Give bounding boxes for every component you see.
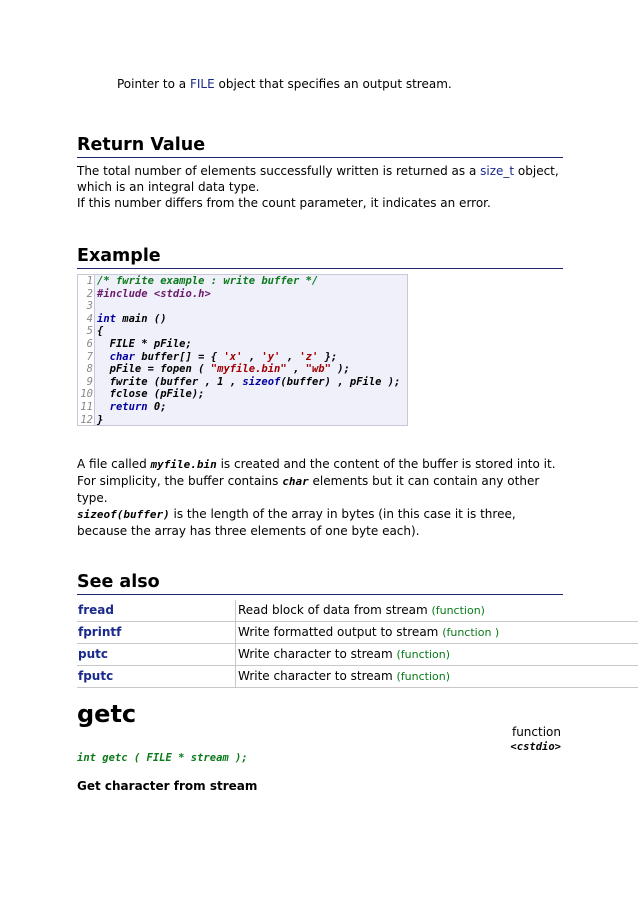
see-also-table [77, 600, 638, 688]
inline-code: myfile.bin [150, 458, 217, 471]
line-number: 3 [86, 300, 93, 313]
return-value-heading: Return Value [77, 135, 563, 158]
line-number: 12 [80, 413, 93, 426]
line-number: 4 [86, 312, 93, 325]
line-number: 7 [86, 350, 93, 363]
line-number: 8 [86, 363, 93, 376]
code-line: fclose (pFile); [97, 388, 205, 401]
example-heading: Example [77, 246, 563, 269]
line-number: 10 [80, 388, 93, 401]
code-line: FILE * pFile; [97, 337, 192, 350]
code-line: #include <stdio.h> [97, 287, 211, 300]
code-line: { [97, 325, 104, 338]
code-lines [94, 275, 407, 425]
code-example-box [77, 274, 408, 426]
code-line: fwrite (buffer , 1 , sizeof(buffer) , pFile ); [97, 375, 401, 388]
parameter-description: Pointer to a FILE object that specifies an output stream. [117, 77, 452, 91]
table-row: fread Read block of data from stream (function) [77, 600, 638, 622]
table-row: putc Write character to stream (function) [77, 644, 638, 666]
see-also-link-fread[interactable]: fread [77, 600, 236, 621]
function-title: getc [77, 700, 137, 728]
line-number: 11 [80, 400, 93, 413]
see-also-link-putc[interactable]: putc [77, 644, 236, 665]
line-number: 9 [86, 375, 93, 388]
code-line [97, 300, 407, 313]
line-number: 2 [86, 287, 93, 300]
example-description: A file called myfile.bin is created and the content of the buffer is stored into it. For simplicity, the buffer contains char elements but it can contain any other type. sizeof(buffer) is the length of the array in bytes (in this case it is three, because the array has three elements of one byte each). [77, 457, 556, 538]
line-numbers [78, 275, 94, 425]
table-row: fputc Write character to stream (function) [77, 666, 638, 688]
code-line: pFile = fopen ( "myfile.bin" , "wb" ); [97, 363, 350, 376]
inline-code: char [282, 475, 309, 488]
inline-code: sizeof(buffer) [77, 508, 170, 521]
line-number: 6 [86, 337, 93, 350]
code-line: char buffer[] = { 'x' , 'y' , 'z' }; [109, 350, 338, 363]
file-link[interactable]: FILE [189, 77, 215, 91]
code-line: /* fwrite example : write buffer */ [97, 275, 319, 287]
table-row: fprintf Write formatted output to stream (function ) [77, 622, 638, 644]
return-value-text: The total number of elements successfully written is returned as a size_t object, which is an integral data type. If this number differs from the count parameter, it indicates an error. [77, 164, 559, 210]
line-number: 1 [86, 275, 93, 287]
code-line: int main () [97, 312, 167, 325]
function-prototype: int getc ( FILE * stream ); [77, 752, 248, 764]
size-t-link[interactable]: size_t [480, 164, 515, 178]
function-kind: function [511, 725, 561, 739]
code-line: } [97, 413, 104, 426]
see-also-link-fputc[interactable]: fputc [77, 666, 236, 687]
see-also-link-fprintf[interactable]: fprintf [77, 622, 236, 643]
see-also-heading: See also [77, 572, 563, 595]
header-file: <cstdio> [510, 741, 561, 753]
code-line: return 0; [109, 400, 167, 413]
function-brief: Get character from stream [77, 779, 258, 793]
line-number: 5 [86, 325, 93, 338]
